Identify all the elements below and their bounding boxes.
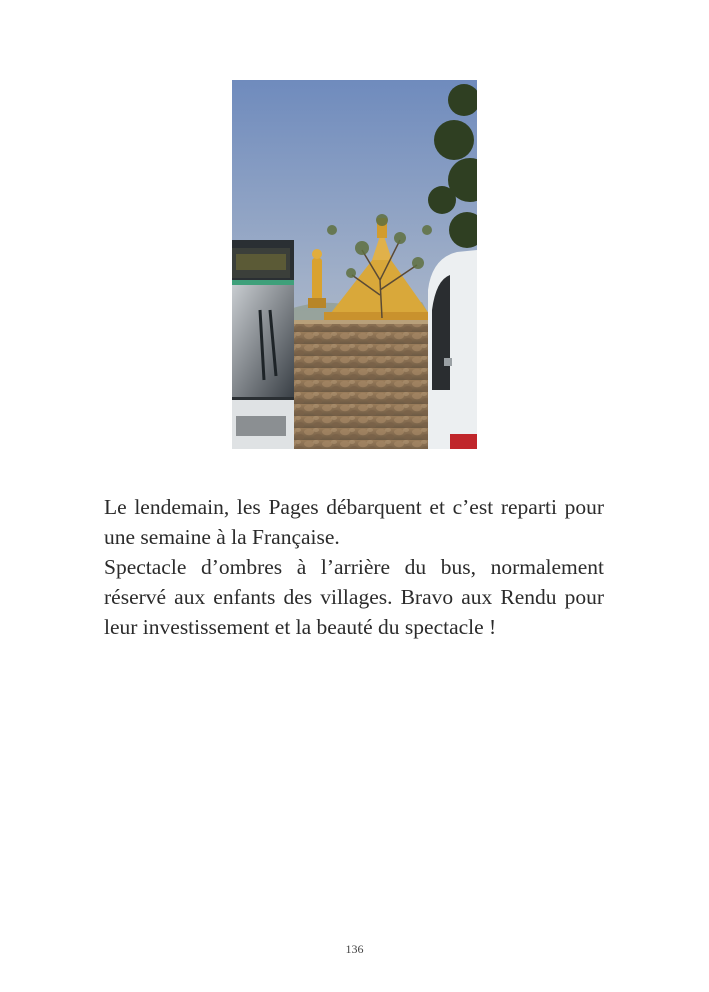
paragraph-2: Spectacle d’ombres à l’arrière du bus, normalement réservé aux enfants des villages. Bravo aux Rendu pour leur investissement et la beauté du spectacle ! [104,555,604,639]
page-number: 136 [345,942,364,956]
temple-photo [232,80,477,449]
paragraph-1: Le lendemain, les Pages débarquent et c’est reparti pour une semaine à la Française. [104,495,604,549]
body-text [104,492,604,642]
